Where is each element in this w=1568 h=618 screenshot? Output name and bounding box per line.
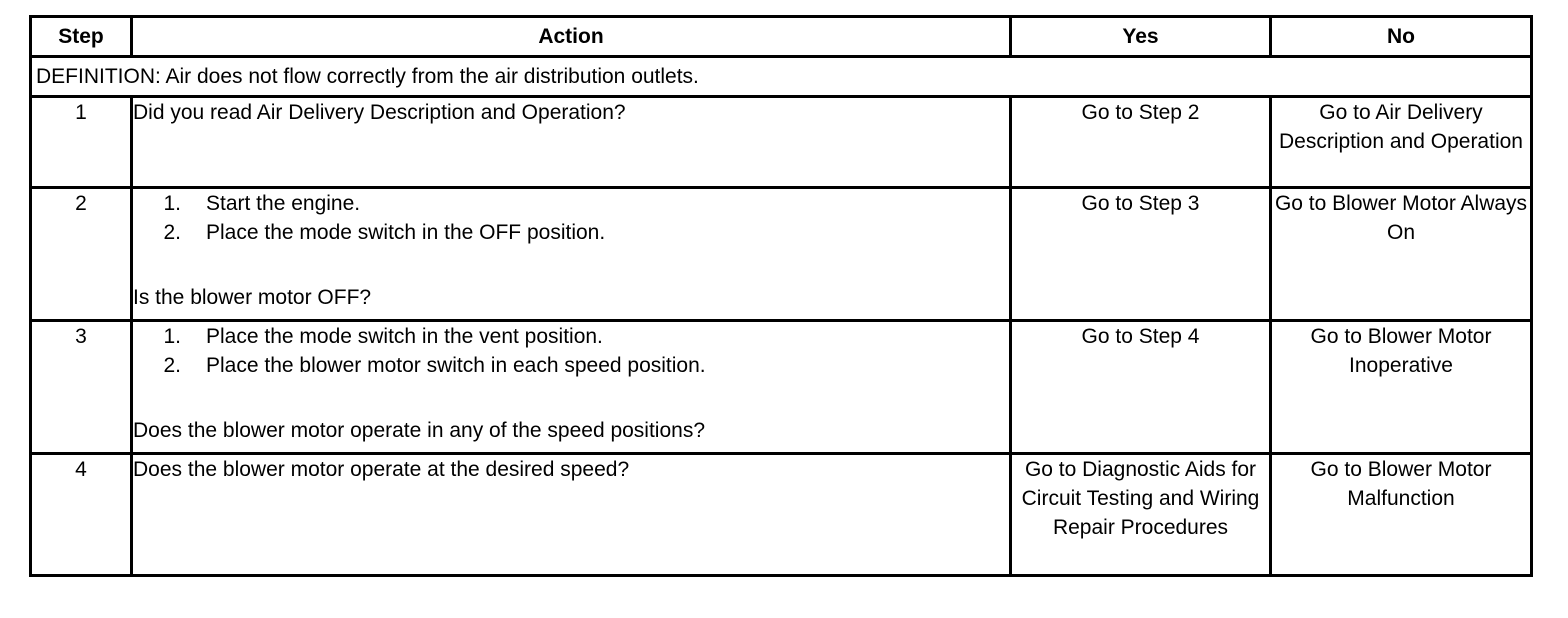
header-no: No: [1271, 17, 1532, 57]
table-row: [31, 321, 1532, 454]
step-number: 3: [31, 321, 132, 454]
definition-text: DEFINITION: Air does not flow correctly from the air distribution outlets.: [31, 57, 1532, 97]
list-number: 1.: [163, 192, 181, 215]
action-question: Does the blower motor operate at the desired speed?: [133, 458, 630, 481]
action-question: Does the blower motor operate in any of the speed positions?: [133, 419, 706, 442]
table-row: [31, 97, 1532, 188]
list-text: Place the blower motor switch in each speed position.: [206, 354, 706, 377]
action-cell: [132, 321, 1011, 454]
action-list-item: [133, 351, 1009, 380]
list-number: 1.: [163, 325, 181, 348]
action-list-item: [133, 322, 1009, 351]
step-number: 4: [31, 454, 132, 576]
action-question: Is the blower motor OFF?: [133, 286, 372, 309]
header-step: Step: [31, 17, 132, 57]
no-result: Go to Blower Motor Inoperative: [1271, 321, 1532, 454]
action-cell: [132, 454, 1011, 576]
yes-result: Go to Step 3: [1011, 188, 1271, 321]
header-yes: Yes: [1011, 17, 1271, 57]
no-result: Go to Blower Motor Malfunction: [1271, 454, 1532, 576]
step-number: 1: [31, 97, 132, 188]
step-number: 2: [31, 188, 132, 321]
definition-row: [31, 57, 1532, 97]
action-cell: [132, 97, 1011, 188]
table-row: [31, 454, 1532, 576]
header-row: [31, 17, 1532, 57]
action-list-item: [133, 189, 1009, 218]
diagnostic-table: [29, 15, 1533, 577]
no-result: Go to Air Delivery Description and Operation: [1271, 97, 1532, 188]
no-result: Go to Blower Motor Always On: [1271, 188, 1532, 321]
action-list-item: [133, 218, 1009, 247]
list-number: 2.: [163, 354, 181, 377]
yes-result: Go to Diagnostic Aids for Circuit Testing and Wiring Repair Procedures: [1011, 454, 1271, 576]
header-action: Action: [132, 17, 1011, 57]
table-row: [31, 188, 1532, 321]
action-question: Did you read Air Delivery Description and Operation?: [133, 101, 626, 124]
list-text: Place the mode switch in the OFF position.: [206, 221, 606, 244]
action-cell: [132, 188, 1011, 321]
list-text: Place the mode switch in the vent position.: [206, 325, 603, 348]
yes-result: Go to Step 4: [1011, 321, 1271, 454]
yes-result: Go to Step 2: [1011, 97, 1271, 188]
list-number: 2.: [163, 221, 181, 244]
list-text: Start the engine.: [206, 192, 361, 215]
